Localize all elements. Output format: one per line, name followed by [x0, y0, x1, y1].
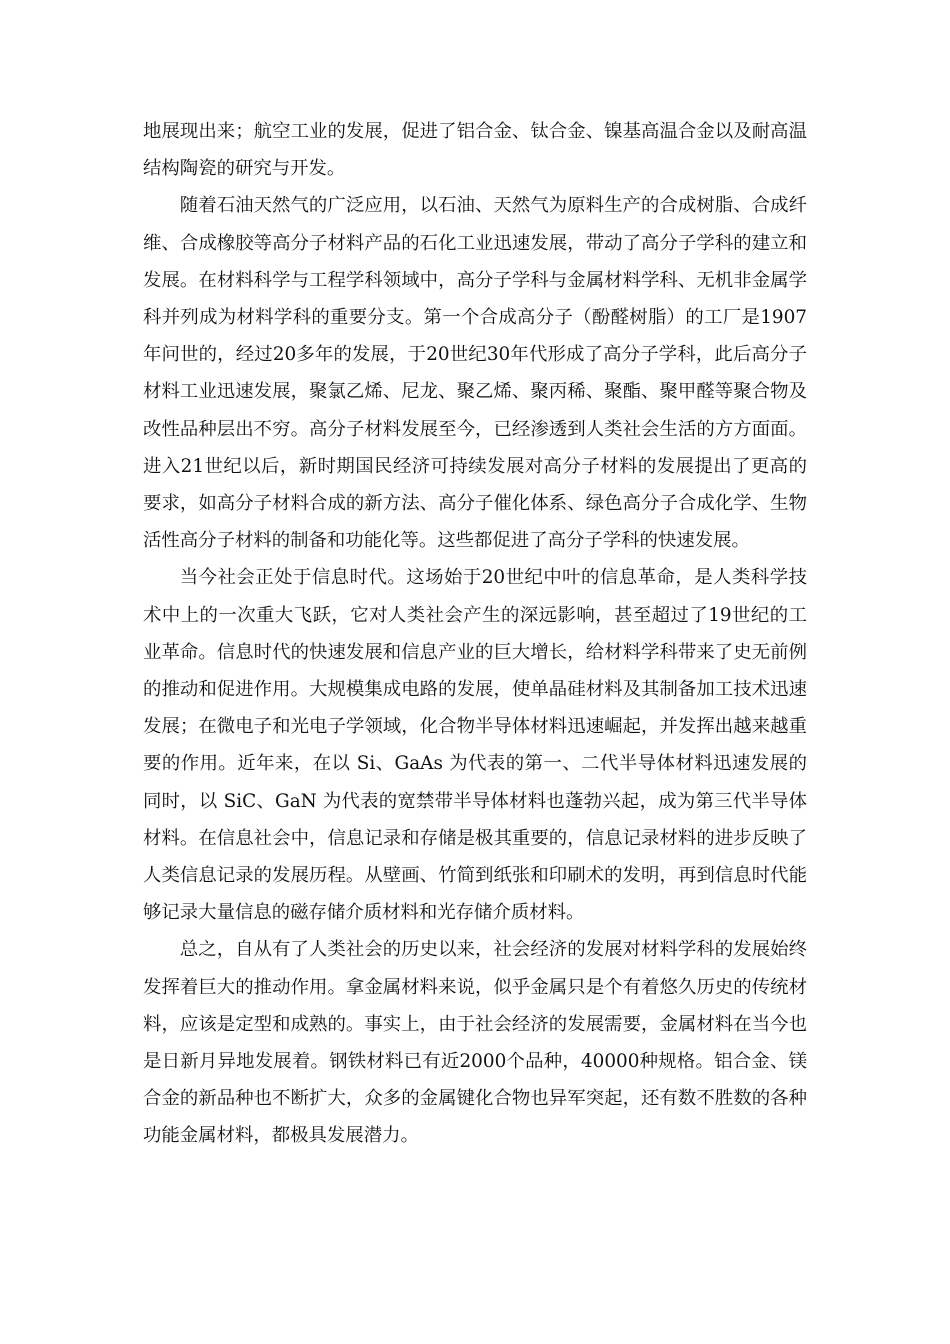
paragraph-continuation: 地展现出来；航空工业的发展，促进了铝合金、钛合金、镍基高温合金以及耐高温结构陶瓷的研究与开发。 [143, 121, 807, 180]
paragraph-polymer: 随着石油天然气的广泛应用，以石油、天然气为原料生产的合成树脂、合成纤维、合成橡胶等高分子材料产品的石化工业迅速发展，带动了高分子学科的建立和发展。在材料科学与工程学科领域中，高分子学科与金属材料学科、无机非金属学科并列成为材料学科的重要分支。第一个合成高分子（酚醛树脂）的工厂是1907年问世的，经过20多年的发展，于20世纪30年代形成了高分子学科，此后高分子材料工业迅速发展，聚氯乙烯、尼龙、聚乙烯、聚丙稀、聚酯、聚甲醛等聚合物及改性品种层出不穷。高分子材料发展至今，已经渗透到人类社会生活的方方面面。进入21世纪以后，新时期国民经济可持续发展对高分子材料的发展提出了更高的要求，如高分子材料合成的新方法、高分子催化体系、绿色高分子合成化学、生物活性高分子材料的制备和功能化等。这些都促进了高分子学科的快速发展。 [143, 195, 807, 552]
paragraph-summary: 总之，自从有了人类社会的历史以来，社会经济的发展对材料学科的发展始终发挥着巨大的推动作用。拿金属材料来说，似乎金属只是个有着悠久历史的传统材料，应该是定型和成熟的。事实上，由于社会经济的发展需要，金属材料在当今也是日新月异地发展着。钢铁材料已有近2000个品种，40000种规格。铝合金、镁合金的新品种也不断扩大，众多的金属键化合物也异军突起，还有数不胜数的各种功能金属材料，都极具发展潜力。 [143, 939, 807, 1147]
paragraph-information-age: 当今社会正处于信息时代。这场始于20世纪中叶的信息革命，是人类科学技术中上的一次重大飞跃，它对人类社会产生的深远影响，甚至超过了19世纪的工业革命。信息时代的快速发展和信息产业的巨大增长，给材料学科带来了史无前例的推动和促进作用。大规模集成电路的发展，使单晶硅材料及其制备加工技术迅速发展；在微电子和光电子学领域，化合物半导体材料迅速崛起，并发挥出越来越重要的作用。近年来，在以 Si、GaAs 为代表的第一、二代半导体材料迅速发展的同时，以 SiC、GaN 为代表的宽禁带半导体材料也蓬勃兴起，成为第三代半导体材料。在信息社会中，信息记录和存储是极其重要的，信息记录材料的进步反映了人类信息记录的发展历程。从壁画、竹简到纸张和印刷术的发明，再到信息时代能够记录大量信息的磁存储介质材料和光存储介质材料。 [143, 567, 807, 924]
body-text [143, 113, 807, 1155]
